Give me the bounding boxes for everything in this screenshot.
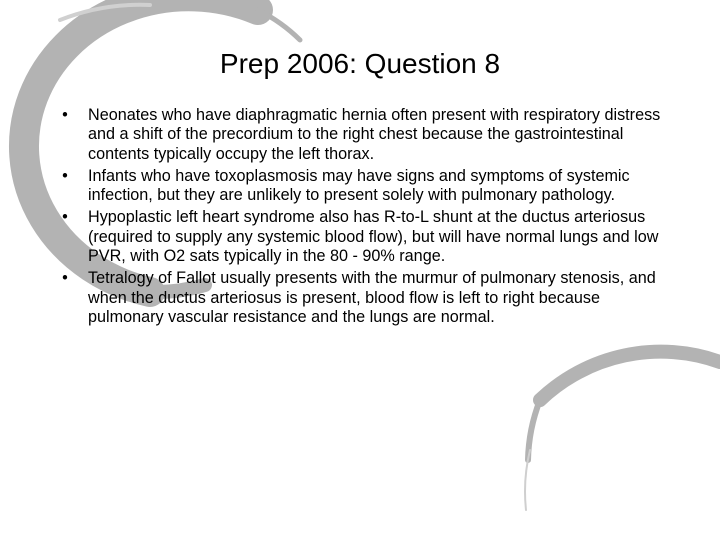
- bullet-dot-icon: •: [62, 106, 68, 124]
- bullet-item: [60, 208, 670, 266]
- bullet-text: Neonates who have diaphragmatic hernia often present with respiratory distress and a shift of the precordium to the right chest because the gastrointestinal contents typically occupy the left thorax.: [88, 106, 661, 163]
- bullet-dot-icon: •: [62, 166, 68, 185]
- slide-title: Prep 2006: Question 8: [219, 48, 501, 79]
- bullet-dot-icon: •: [62, 269, 68, 288]
- small-brush-circle-icon: [525, 352, 720, 510]
- bullet-item: [60, 106, 670, 164]
- bullet-text: Infants who have toxoplasmosis may have signs and symptoms of systemic infection, but they are unlikely to present solely with pulmonary pathology.: [88, 166, 630, 205]
- bullet-item: [60, 269, 670, 327]
- bullet-item: [60, 167, 670, 206]
- bullet-list: [60, 106, 670, 330]
- bullet-text: Tetralogy of Fallot usually presents with the murmur of pulmonary stenosis, and when the ductus arteriosus is present, blood flow is left to right because pulmonary vascular resistance and the lungs are normal.: [88, 269, 656, 326]
- bullet-text: Hypoplastic left heart syndrome also has R-to-L shunt at the ductus arteriosus (required to supply any systemic blood flow), but will have normal lungs and low PVR, with O2 sats typically in the 80 - 90% range.: [88, 208, 659, 266]
- bullet-dot-icon: •: [62, 208, 68, 227]
